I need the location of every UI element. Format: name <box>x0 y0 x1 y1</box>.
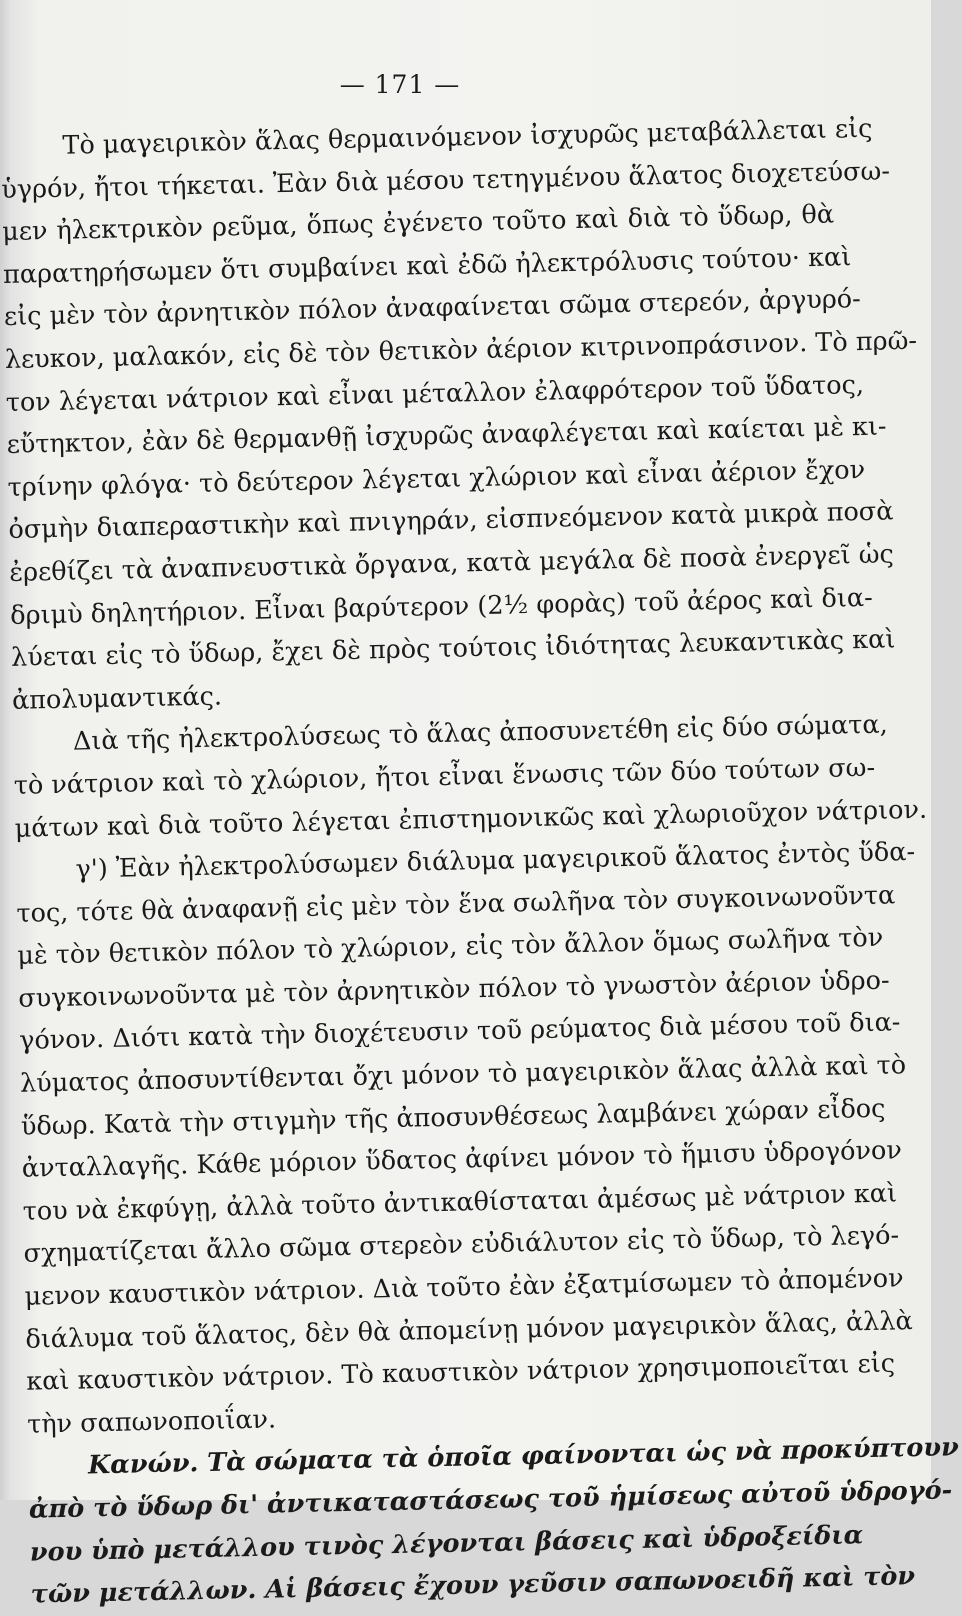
page-number: — 171 — <box>339 70 461 99</box>
text-line: ὕδωρ. Κατὰ τὴν στιγμὴν τῆς ἀποσυνθέσεως λαμβάνει χώραν εἶδος <box>20 1093 886 1142</box>
text-line: γόνον. Διότι κατὰ τὴν διοχέτευσιν τοῦ ρεύματος διὰ μέσου τοῦ δια- <box>18 1007 901 1057</box>
text-line: δριμὺ δηλητήριον. Εἶναι βαρύτερον (2½ φορὰς) τοῦ ἀέρος καὶ δια- <box>9 582 874 631</box>
text-line: ἀπολυμαντικάς. <box>11 681 223 716</box>
text-line: παρατηρήσωμεν ὅτι συμβαίνει καὶ ἐδῶ ἠλεκτρόλυσις τούτου· καὶ <box>2 241 852 290</box>
text-line: τρίνην φλόγα· τὸ δεύτερον λέγεται χλώριον καὶ εἶναι ἀέριον ἔχον <box>7 454 866 503</box>
text-line: μὲ τὸν θετικὸν πόλον τὸ χλώριον, εἰς τὸν ἄλλον ὅμως σωλῆνα τὸν <box>17 922 884 972</box>
text-line: λύεται εἰς τὸ ὕδωρ, ἔχει δὲ πρὸς τούτοις ἰδιότητας λευκαντικὰς καὶ <box>10 624 896 674</box>
text-line: ὀσμὴν διαπεραστικὴν καὶ πνιγηράν, εἰσπνεόμενον κατὰ μικρὰ ποσὰ <box>8 496 894 546</box>
text-line: διάλυμα τοῦ ἅλατος, δὲν θὰ ἀπομείνῃ μόνον μαγειρικὸν ἅλας, ἀλλὰ <box>25 1305 913 1355</box>
text-line: συγκοινωνοῦντα μὲ τὸν ἀρνητικὸν πόλον τὸ γνωστὸν ἀέριον ὑδρο- <box>17 965 890 1014</box>
text-line: εἰς μὲν τὸν ἀρνητικὸν πόλον ἀναφαίνεται σῶμα στερεόν, ἀργυρό- <box>3 284 862 333</box>
text-line: ἀνταλλαγῆς. Κάθε μόριον ὕδατος ἀφίνει μόνον τὸ ἥμισυ ὑδρογόνον <box>21 1135 903 1185</box>
text-line: τὴν σαπωνοποιΐαν. <box>26 1404 277 1440</box>
text-line: λύματος ἀποσυντίθενται ὄχι μόνον τὸ μαγειρικὸν ἅλας ἀλλὰ καὶ τὸ <box>19 1050 907 1099</box>
text-line: του νὰ ἐκφύγῃ, ἀλλὰ τοῦτο ἀντικαθίσταται ἀμέσως μὲ νάτριον καὶ <box>22 1178 898 1227</box>
text-line: τος, τότε θὰ ἀναφανῇ εἰς μὲν τὸν ἕνα σωλῆνα τὸν συγκοινωνοῦντα <box>16 880 896 929</box>
text-line: μενον καυστικὸν νάτριον. Διὰ τοῦτο ἐὰν ἐξατμίσωμεν τὸ ἀπομένον <box>24 1263 904 1312</box>
text-line: καὶ καυστικὸν νάτριον. Τὸ καυστικὸν νάτριον χρησιμοποιεῖται εἰς <box>25 1348 896 1397</box>
text-line: λευκον, μαλακόν, εἰς δὲ τὸν θετικὸν ἀέριον κιτρινοπράσινον. Τὸ πρῶ- <box>4 325 918 375</box>
text-line: Διὰ τῆς ἠλεκτρολύσεως τὸ ἅλας ἀποσυνετέθη εἰς δύο σώματα, <box>72 709 888 757</box>
rule-line: τῶν μετάλλων. Αἱ βάσεις ἔχουν γεῦσιν σαπωνοειδῆ καὶ τὸν <box>30 1561 916 1610</box>
text-line: ἐρεθίζει τὰ ἀναπνευστικὰ ὄργανα, κατὰ μεγάλα δὲ ποσὰ ἐνεργεῖ ὡς <box>9 539 895 588</box>
text-line: μεν ἠλεκτρικὸν ρεῦμα, ὅπως ἐγένετο τοῦτο καὶ διὰ τὸ ὕδωρ, θὰ <box>1 199 835 248</box>
text-line: μάτων καὶ διὰ τοῦτο λέγεται ἐπιστημονικῶς καὶ χλωριοῦχον νάτριον. <box>14 794 928 844</box>
body-text <box>0 109 960 1616</box>
text-line: εὔτηκτον, ἐὰν δὲ θερμανθῇ ἰσχυρῶς ἀναφλέγεται καὶ καίεται μὲ κι- <box>6 411 887 461</box>
rule-line: Κανών. Τὰ σώματα τὰ ὁποῖα φαίνονται ὡς νὰ προκύπτουν <box>87 1432 960 1481</box>
text-line: τον λέγεται νάτριον καὶ εἶναι μέταλλον ἐλαφρότερον τοῦ ὕδατος, <box>5 369 865 418</box>
rule-line: ἀπὸ τὸ ὕδωρ δι' ἀντικαταστάσεως τοῦ ἡμίσεως αὐτοῦ ὑδρογό- <box>28 1475 953 1525</box>
text-line: γ') Ἐὰν ἠλεκτρολύσωμεν διάλυμα μαγειρικοῦ ἅλατος ἐντὸς ὕδα- <box>75 837 916 885</box>
text-line: σχηματίζεται ἄλλο σῶμα στερεὸν εὐδιάλυτον εἰς τὸ ὕδωρ, τὸ λεγό- <box>23 1220 900 1270</box>
text-line: Τὸ μαγειρικὸν ἅλας θερμαινόμενον ἰσχυρῶς μεταβάλλεται εἰς <box>62 113 873 161</box>
rule-line: νου ὑπὸ μετάλλου τινὸς λέγονται βάσεις καὶ ὑδροξείδια <box>29 1519 864 1568</box>
text-line: ὑγρόν, ἤτοι τήκεται. Ἐὰν διὰ μέσου τετηγμένου ἅλατος διοχετεύσω- <box>1 155 891 205</box>
text-line: τὸ νάτριον καὶ τὸ χλώριον, ἤτοι εἶναι ἕνωσις τῶν δύο τούτων σω- <box>13 752 876 801</box>
